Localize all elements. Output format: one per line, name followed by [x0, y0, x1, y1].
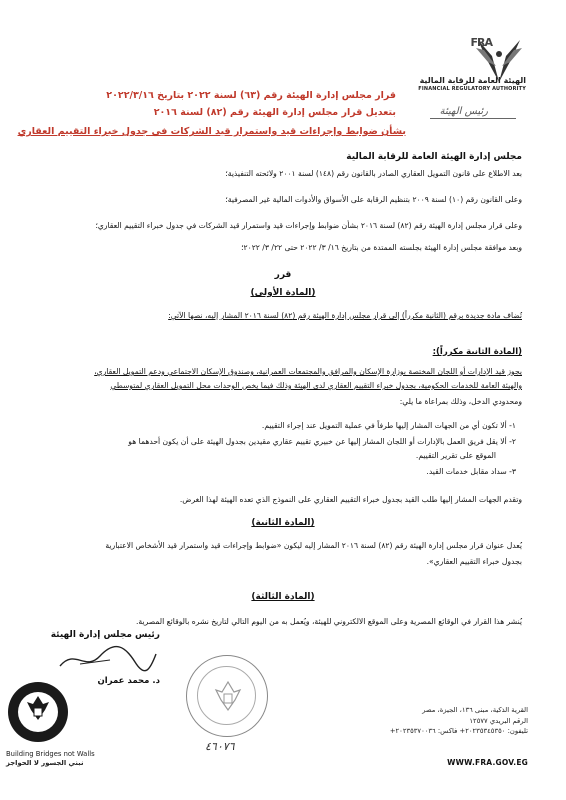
chairman-label: رئيس الهيئة [439, 106, 488, 117]
article-1-text: تُضاف مادة جديدة برقم (الثانية مكرراً) إلى قرار مجلس إدارة الهيئة رقم (٨٢) لسنة ٢٠١٦ المشار إليه، نصها الآتي: [168, 311, 522, 320]
website-link[interactable]: WWW.FRA.GOV.EG [447, 758, 528, 767]
org-name-ar: الهيئة العامة للرقابة المالية [419, 76, 526, 85]
preamble-2: وعلى القانون رقم (١٠) لسنة ٢٠٠٩ بتنظيم الرقابة على الأسواق والأدوات المالية غير المصرفية؛ [225, 195, 522, 204]
subject-line: بشأن ضوابط وإجراءات قيد واستمرار قيد الشركات في جدول خبراء التقييم العقاري [17, 126, 406, 137]
preamble-4: وبعد موافقة مجلس إدارة الهيئة بجلسته الممتدة من بتاريخ ١٦/ ٣/ ٢٠٢٢ حتى ٢٢/ ٣/ ٢٠٢٢؛ [241, 243, 522, 252]
condition-2a: ٢- ألا يقل فريق العمل بالإدارات أو اللجان المشار إليها عن خبيري تقييم عقاري مقيدين بجدول الهيئة على أن يكون أحدهما هو [128, 437, 516, 446]
decree-number-line: قرار مجلس إدارة الهيئة رقم (٦٣) لسنة ٢٠٢٢ بتاريخ ٢٠٢٢/٣/١٦ [106, 90, 396, 101]
article-2bis-title: (المادة الثانية مكرراً): [432, 347, 522, 357]
submission-text: وتقدم الجهات المشار إليها طلب القيد بجدول خبراء التقييم العقاري على النموذج الذي تعده الهيئة لهذا الغرض. [179, 495, 522, 504]
footer-postal: الرقم البريدي ١٢٥٧٧ [469, 716, 528, 725]
footer-address: القرية الذكية، مبنى ١٣٦، الجيزة، مصر [422, 706, 528, 714]
decided-heading: قرر [274, 270, 292, 280]
preamble-1: بعد الاطلاع على قانون التمويل العقاري الصادر بالقانون رقم (١٤٨) لسنة ٢٠٠١ ولائحته التنفيذية؛ [225, 169, 522, 178]
article-3-title: (المادة الثالثة) [251, 592, 315, 602]
article-2-title: (المادة الثانية) [251, 518, 315, 528]
article-2bis-line-2: والهيئة العامة للخدمات الحكومية، بجدول خبراء التقييم العقاري لدى الهيئة وذلك فيما يخص الوحدات محل التمويل العقاري لمتوسطي [110, 381, 522, 390]
handwritten-signature [50, 644, 160, 674]
contact-footer [390, 705, 528, 737]
org-name-en: FINANCIAL REGULATORY AUTHORITY [418, 86, 526, 92]
eagle-emblem-icon [213, 678, 243, 714]
signature-block [40, 630, 160, 686]
article-2-line-1: يُعدل عنوان قرار مجلس إدارة الهيئة رقم (٨٢) لسنة ٢٠١٦ المشار إليه ليكون «ضوابط وإجراءات قيد واستمرار قيد الأشخاص الاعتبارية [105, 541, 522, 550]
signatory-title: رئيس مجلس إدارة الهيئة [50, 630, 160, 640]
article-2-line-2: بجدول خبراء التقييم العقاري». [426, 557, 522, 566]
arab-republic-seal [6, 680, 70, 744]
amendment-line: بتعديل قرار مجلس إدارة الهيئة رقم (٨٢) لسنة ٢٠١٦ [153, 107, 396, 118]
condition-2b: الموقع على تقرير التقييم. [415, 451, 496, 460]
article-2bis-line-1: يجوز قيد الإدارات أو اللجان المختصة بوزارة الإسكان والمرافق والمجتمعات العمرانية، وصندوق الإسكان الاجتماعي ودعم التمويل العقاري، [94, 367, 522, 376]
slogan-block [6, 750, 95, 768]
slogan-en: Building Bridges not Walls [6, 750, 95, 758]
article-3-text: يُنشر هذا القرار في الوقائع المصرية وعلى الموقع الالكتروني للهيئة، ويُعمل به من اليوم التالي لتاريخ نشره بالوقائع المصرية. [136, 617, 522, 626]
chairman-rule [430, 118, 516, 119]
fra-mark: FRA [470, 36, 492, 49]
official-stamp [186, 655, 268, 737]
condition-3: ٣- سداد مقابل خدمات القيد. [426, 467, 516, 476]
article-1-title: (المادة الأولى) [250, 288, 316, 298]
article-2bis-line-3: ومحدودي الدخل، وذلك بمراعاة ما يلي: [399, 397, 522, 406]
footer-phone: تليفون: ٢٠٢٣٥٣٤٥٣٥٠+ فاكس: ٢٠٢٣٥٣٧٠٠٣٦+ [389, 727, 528, 736]
signatory-name: د. محمد عمران [97, 676, 160, 686]
condition-1: ١- ألا تكون أي من الجهات المشار إليها طرفاً في عملية التمويل عند إجراء التقييم. [261, 421, 516, 430]
board-title: مجلس إدارة الهيئة العامة للرقابة المالية [346, 152, 522, 162]
handwritten-number: ٤٦٠٧٦ [205, 740, 235, 753]
preamble-3: وعلى قرار مجلس إدارة الهيئة رقم (٨٢) لسنة ٢٠١٦ بشأن ضوابط وإجراءات قيد واستمرار قيد الشركات في جدول خبراء التقييم العقاري؛ [95, 221, 522, 230]
slogan-ar: نبني الجسور لا الحواجز [6, 758, 84, 767]
